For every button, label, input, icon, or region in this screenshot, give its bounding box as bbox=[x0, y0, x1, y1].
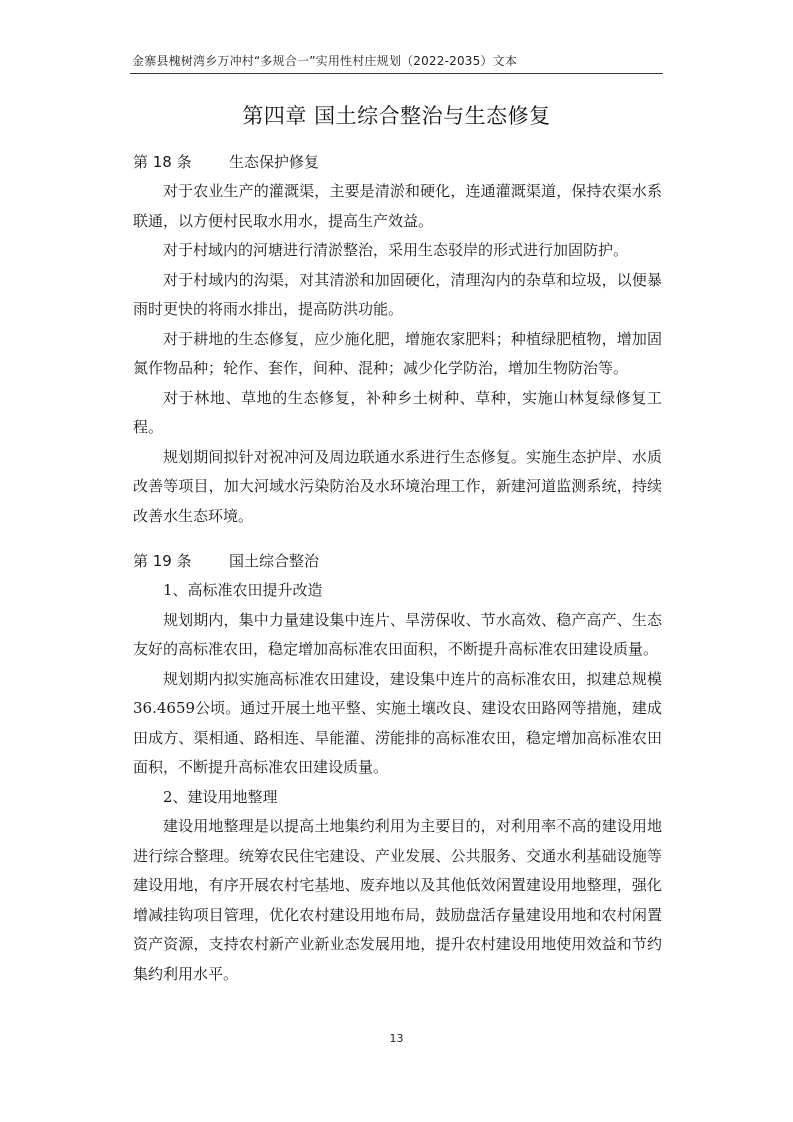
paragraph: 规划期内，集中力量建设集中连片、旱涝保收、节水高效、稳产高产、生态友好的高标准农田，稳定增加高标准农田面积，不断提升高标准农田建设质量。 bbox=[133, 610, 662, 658]
article-19-heading bbox=[133, 547, 662, 576]
article-19-number: 第 19 条 bbox=[133, 552, 192, 570]
paragraph: 对于村域内的河塘进行清淤整治，采用生态驳岸的形式进行加固防护。 bbox=[163, 241, 629, 259]
paragraph: 对于林地、草地的生态修复，补种乡土树种、草种，实施山林复绿修复工程。 bbox=[133, 388, 662, 436]
subsection-title: 1、高标准农田提升改造 bbox=[163, 581, 323, 599]
paragraph: 对于耕地的生态修复，应少施化肥，增施农家肥料；种植绿肥植物，增加固氮作物品种；轮作、套作，间种、混种；减少化学防治，增加生物防治等。 bbox=[133, 329, 662, 377]
document-body bbox=[133, 148, 662, 989]
paragraph: 规划期内拟实施高标准农田建设，建设集中连片的高标准农田，拟建总规模36.4659公顷。通过开展土地平整、实施土壤改良、建设农田路网等措施，建成田成方、渠相通、路相连、旱能灌、涝能排的高标准农田，稳定增加高标准农田面积，不断提升高标准农田建设质量。 bbox=[133, 669, 662, 776]
article-19-title: 国土综合整治 bbox=[229, 552, 320, 570]
header-divider bbox=[130, 73, 663, 74]
paragraph: 规划期间拟针对祝冲河及周边联通水系进行生态修复。实施生态护岸、水质改善等项目，加大河域水污染防治及水环境治理工作，新建河道监测系统，持续改善水生态环境。 bbox=[133, 447, 662, 525]
running-header: 金寨县槐树湾乡万冲村“多规合一”实用性村庄规划（2022-2035）文本 bbox=[132, 54, 518, 68]
section-spacer bbox=[133, 531, 662, 547]
paragraph: 对于农业生产的灌溉渠，主要是清淤和硬化，连通灌溉渠道，保持农渠水系联通，以方便村民取水用水，提高生产效益。 bbox=[133, 182, 662, 230]
page-number: 13 bbox=[389, 1032, 404, 1045]
article-18-title: 生态保护修复 bbox=[229, 153, 320, 171]
chapter-title: 第四章 国土综合整治与生态修复 bbox=[242, 104, 551, 128]
paragraph: 对于村域内的沟渠，对其清淤和加固硬化，清理沟内的杂草和垃圾，以便暴雨时更快的将雨水排出，提高防洪功能。 bbox=[133, 270, 662, 318]
article-18-number: 第 18 条 bbox=[133, 153, 192, 171]
paragraph: 建设用地整理是以提高土地集约利用为主要目的，对利用率不高的建设用地进行综合整理。统筹农民住宅建设、产业发展、公共服务、交通水利基础设施等建设用地，有序开展农村宅基地、废弃地以及其他低效闲置建设用地整理，强化增减挂钩项目管理，优化农村建设用地布局，鼓励盘活存量建设用地和农村闲置资产资源，支持农村新产业新业态发展用地，提升农村建设用地使用效益和节约集约利用水平。 bbox=[133, 817, 662, 983]
subsection-title: 2、建设用地整理 bbox=[163, 787, 278, 806]
article-18-heading bbox=[133, 148, 662, 177]
